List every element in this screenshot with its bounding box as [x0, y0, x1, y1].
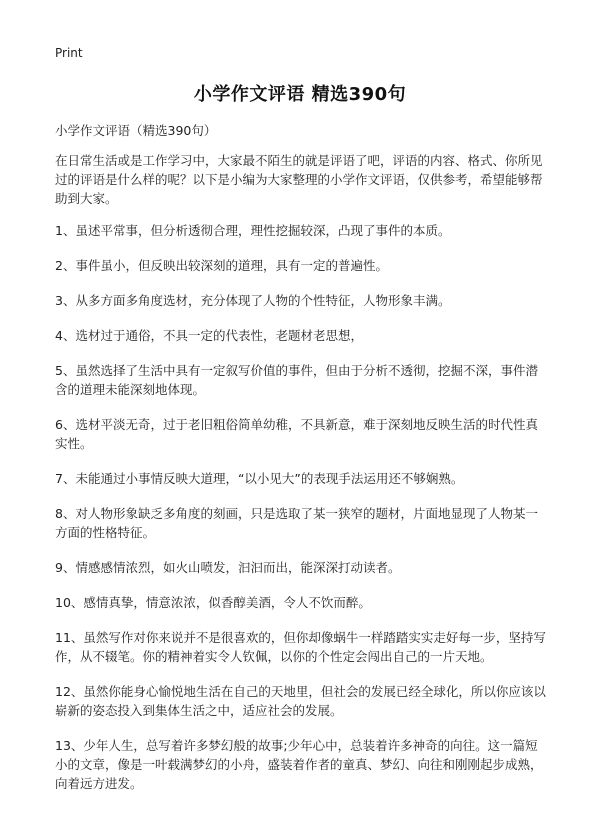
comment-item: 9、情感感情浓烈，如火山喷发，汩汩而出，能深深打动读者。 — [55, 560, 401, 575]
page-title: 小学作文评语 精选390句 — [193, 84, 407, 105]
comment-item: 3、从多方面多角度选材，充分体现了人物的个性特征，人物形象丰满。 — [55, 293, 451, 308]
comment-item: 5、虽然选择了生活中具有一定叙写价值的事件，但由于分析不透彻，挖掘不深，事件潜含的道理未能深刻地体现。 — [55, 363, 538, 397]
document-subtitle: 小学作文评语（精选390句） — [55, 123, 217, 138]
comment-item: 4、选材过于通俗，不具一定的代表性，老题材老思想， — [55, 328, 363, 343]
comment-item: 1、虽述平常事，但分析透彻合理，理性挖掘较深，凸现了事件的本质。 — [55, 223, 451, 238]
comment-item: 10、感情真挚，情意浓浓，似香醇美酒，令人不饮而醉。 — [55, 595, 371, 610]
comment-item: 12、虽然你能身心愉悦地生活在自己的天地里，但社会的发展已经全球化，所以你应该以崭新的姿态投入到集体生活之中，适应社会的发展。 — [55, 684, 546, 718]
comment-item: 6、选材平淡无奇，过于老旧粗俗简单幼稚，不具新意，难于深刻地反映生活的时代性真实性。 — [55, 417, 538, 451]
comment-item: 8、对人物形象缺乏多角度的刻画，只是选取了某一狭窄的题材，片面地显现了人物某一方面的性格特征。 — [55, 506, 538, 540]
comment-item: 13、少年人生，总写着许多梦幻般的故事;少年心中，总装着许多神奇的向往。这一篇短小的文章，像是一叶载满梦幻的小舟，盛装着作者的童真、梦幻、向往和刚刚起步成熟，向着远方进发。 — [55, 738, 543, 791]
print-link[interactable]: Print — [55, 46, 83, 60]
comment-item: 11、虽然写作对你来说并不是很喜欢的，但你却像蜗牛一样踏踏实实走好每一步，坚持写作，从不辍笔。你的精神着实令人钦佩，以你的个性定会闯出自己的一片天地。 — [55, 630, 546, 664]
intro-paragraph: 在日常生活或是工作学习中，大家最不陌生的就是评语了吧，评语的内容、格式、你所见过的评语是什么样的呢？以下是小编为大家整理的小学作文评语，仅供参考，希望能够帮助到大家。 — [55, 153, 543, 206]
comment-item: 2、事件虽小，但反映出较深刻的道理，具有一定的普遍性。 — [55, 258, 388, 273]
comment-item: 7、未能通过小事情反映大道理，“以小见大”的表现手法运用还不够娴熟。 — [55, 471, 464, 486]
document-body — [55, 151, 550, 809]
